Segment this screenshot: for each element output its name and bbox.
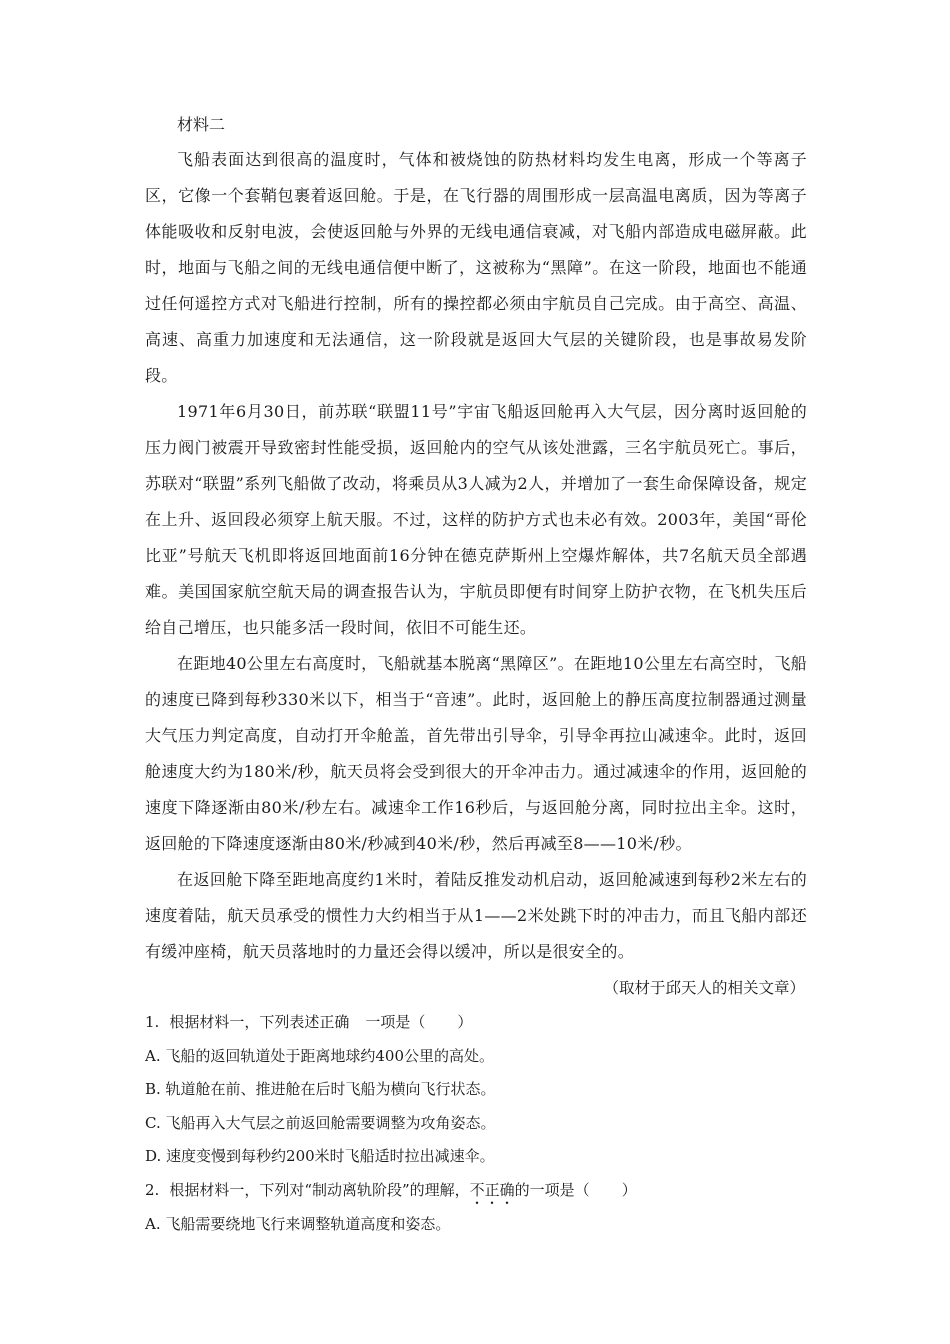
emphasized-text: 不正确 — [469, 1180, 515, 1199]
option-a: A. 飞船需要绕地飞行来调整轨道高度和姿态。 — [145, 1214, 451, 1233]
question-bracket-close: ） — [457, 1013, 473, 1031]
question-2 — [145, 1174, 807, 1242]
question-stem — [145, 1006, 807, 1040]
document-page — [145, 108, 807, 1242]
material-paragraph-4: 在返回舱下降至距地高度约1米时，着陆反推发动机启动，返回舱减速到每秒2米左右的速度着陆，航天员承受的惯性力大约相当于从1——2米处跳下时的冲击力，而且飞船内部还有缓冲座椅，航天员落地时的力量还会得以缓冲，所以是很安全的。 — [145, 870, 807, 961]
option-c: C. 飞船再入大气层之前返回舱需要调整为攻角姿态。 — [145, 1113, 496, 1132]
question-text-tail: 一项是（ — [365, 1013, 426, 1031]
question-1 — [145, 1006, 807, 1174]
question-number: 2. — [145, 1180, 160, 1199]
material-paragraph-1: 飞船表面达到很高的温度时，气体和被烧蚀的防热材料均发生电离，形成一个等离子区，它像一个套鞘包裹着返回舱。于是，在飞行器的周围形成一层高温电离质，因为等离子体能吸收和反射电波，会使返回舱与外界的无线电通信衰减，对飞船内部造成电磁屏蔽。此时，地面与飞船之间的无线电通信便中断了，这被称为“黑障”。在这一阶段，地面也不能通过任何遥控方式对飞船进行控制，所有的操控都必须由宇航员自己完成。由于高空、高温、高速、高重力加速度和无法通信，这一阶段就是返回大气层的关键阶段，也是事故易发阶段。 — [145, 150, 807, 385]
option-b: B. 轨道舱在前、推进舱在后时飞船为横向飞行状态。 — [145, 1080, 496, 1099]
material-paragraph-3: 在距地40公里左右高度时，飞船就基本脱离“黑障区”。在距地10公里左右高空时，飞船的速度已降到每秒330米以下，相当于“音速”。此时，返回舱上的静压高度拉制器通过测量大气压力判定高度，自动打开伞舱盖，首先带出引导伞，引导伞再拉山减速伞。此时，返回舱速度大约为180米/秒，航天员将会受到很大的开伞冲击力。通过减速伞的作用，返回舱的速度下降逐渐由80米/秒左右。减速伞工作16秒后，与返回舱分离，同时拉出主伞。这时，返回舱的下降速度逐渐由80米/秒减到40米/秒，然后再减至8——10米/秒。 — [145, 654, 807, 853]
question-text: 根据材料一，下列对“制动离轨阶段”的理解， — [169, 1180, 470, 1199]
material-paragraph-2: 1971年6月30日，前苏联“联盟11号”宇宙飞船返回舱再入大气层，因分离时返回舱的压力阀门被震开导致密封性能受损，返回舱内的空气从该处泄露，三名宇航员死亡。事后，苏联对“联盟”系列飞船做了改动，将乘员从3人减为2人，并增加了一套生命保障设备，规定在上升、返回段必须穿上航天服。不过，这样的防护方式也未必有效。2003年，美国“哥伦比亚”号航天飞机即将返回地面前16分钟在德克萨斯州上空爆炸解体，共7名航天员全部遇难。美国国家航空航天局的调查报告认为，宇航员即便有时间穿上防护衣物，在飞机失压后给自己增压，也只能多活一段时间，依旧不可能生还。 — [145, 402, 807, 637]
question-text: 根据材料一，下列表述正确 — [169, 1013, 350, 1031]
option-d: D. 速度变慢到每秒约200米时飞船适时拉出减速伞。 — [145, 1147, 495, 1166]
question-stem — [145, 1174, 807, 1208]
question-text-tail: 的一项是（ — [514, 1180, 590, 1199]
question-bracket-close: ） — [621, 1180, 637, 1199]
material-source: （取材于邱天人的相关文章） — [603, 979, 805, 997]
option-a: A. 飞船的返回轨道处于距离地球约400公里的高处。 — [145, 1046, 495, 1065]
question-number: 1. — [145, 1013, 160, 1031]
material-title: 材料二 — [177, 115, 226, 134]
